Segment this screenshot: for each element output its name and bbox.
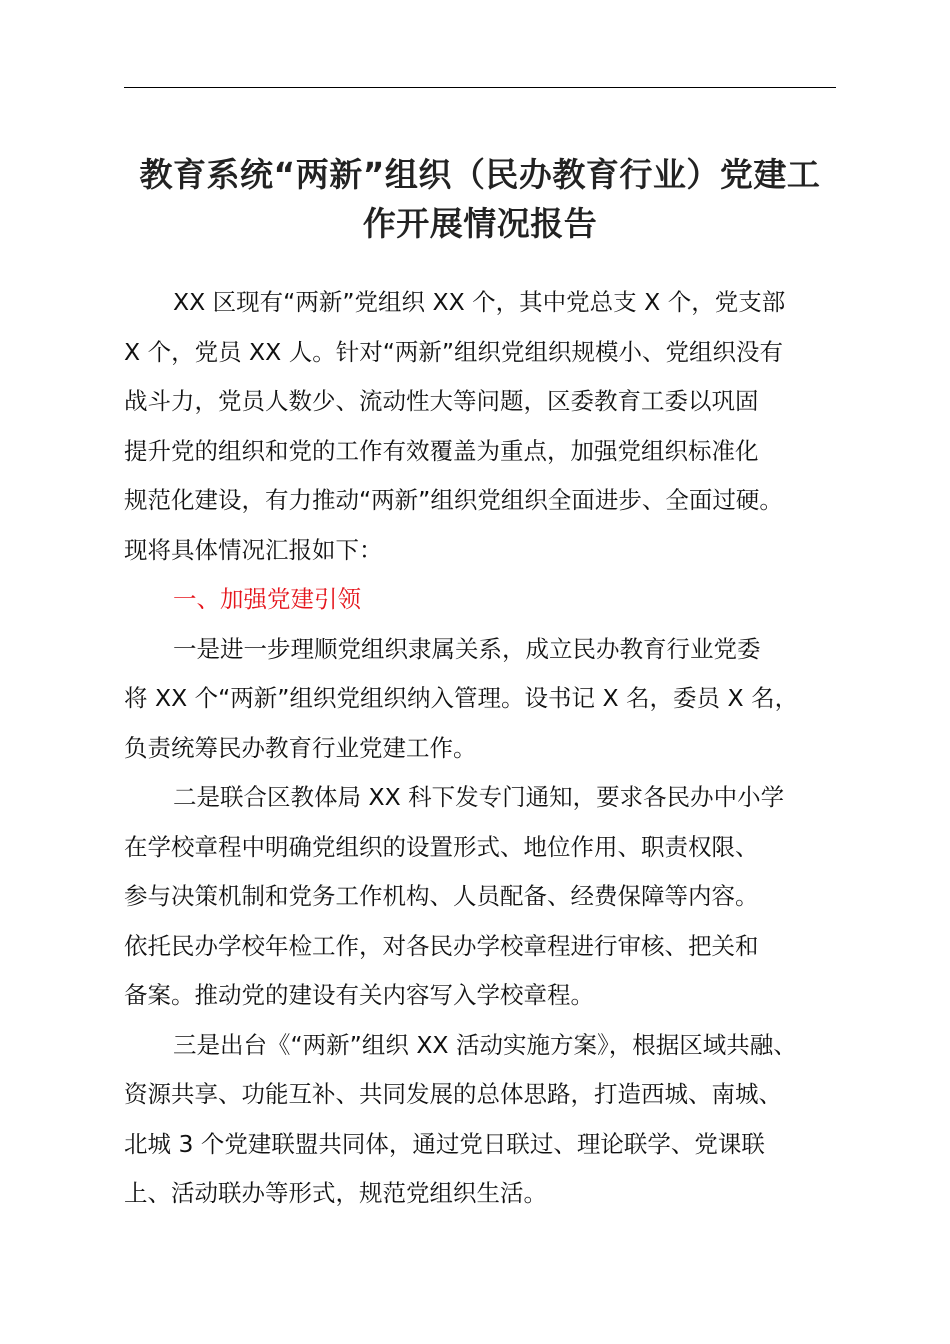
body-text-line: 备案。推动党的建设有关内容写入学校章程。 bbox=[124, 981, 594, 1009]
title-line-1: 教育系统“两新”组织（民办教育行业）党建工 bbox=[139, 155, 821, 194]
document-title bbox=[118, 150, 842, 248]
body-text-line: 规范化建设，有力推动“两新”组织党组织全面进步、全面过硬。 bbox=[124, 486, 783, 514]
body-text-line: 资源共享、功能互补、共同发展的总体思路，打造西城、南城、 bbox=[124, 1080, 782, 1108]
body-text-line: X 个，党员 XX 人。针对“两新”组织党组织规模小、党组织没有 bbox=[124, 337, 784, 366]
body-text-line: 将 XX 个“两新”组织党组织纳入管理。设书记 X 名，委员 X 名， bbox=[124, 684, 799, 712]
title-line-2: 作开展情况报告 bbox=[362, 204, 598, 243]
body-text-line: 战斗力，党员人数少、流动性大等问题，区委教育工委以巩固 bbox=[124, 387, 759, 415]
body-text-line: 提升党的组织和党的工作有效覆盖为重点，加强党组织标准化 bbox=[124, 436, 759, 465]
body-text-line: 现将具体情况汇报如下： bbox=[124, 535, 383, 564]
body-text-line: 负责统筹民办教育行业党建工作。 bbox=[124, 733, 477, 762]
body-text-line: 北城 3 个党建联盟共同体，通过党日联过、理论联学、党课联 bbox=[124, 1129, 765, 1158]
body-text-line: 三是出台《“两新”组织 XX 活动实施方案》，根据区域共融、 bbox=[173, 1030, 797, 1059]
document-body bbox=[124, 278, 840, 1219]
body-text-line: XX 区现有“两新”党组织 XX 个，其中党总支 X 个，党支部 bbox=[173, 288, 786, 316]
body-text-line: 参与决策机制和党务工作机构、人员配备、经费保障等内容。 bbox=[124, 882, 759, 910]
body-text-line: 一是进一步理顺党组织隶属关系，成立民办教育行业党委 bbox=[173, 634, 761, 663]
body-text-line: 二是联合区教体局 XX 科下发专门通知，要求各民办中小学 bbox=[173, 783, 785, 811]
body-text-line: 在学校章程中明确党组织的设置形式、地位作用、职责权限、 bbox=[124, 832, 759, 861]
body-text-line: 依托民办学校年检工作，对各民办学校章程进行审核、把关和 bbox=[124, 931, 759, 960]
section-heading: 一、加强党建引领 bbox=[173, 585, 361, 613]
header-rule bbox=[124, 87, 836, 88]
body-text-line: 上、活动联办等形式，规范党组织生活。 bbox=[124, 1179, 547, 1207]
